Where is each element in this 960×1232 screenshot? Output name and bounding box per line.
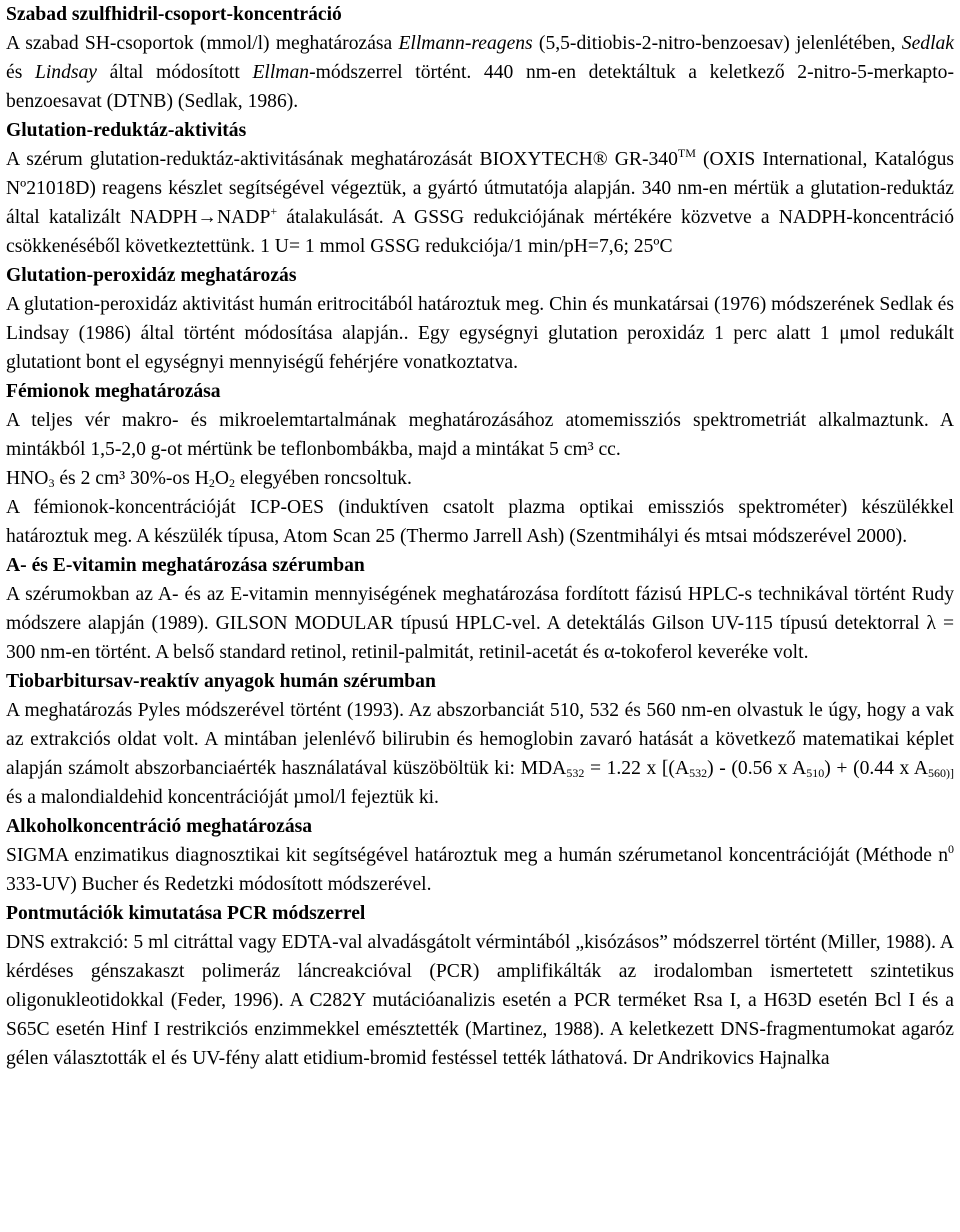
section-heading: Szabad szulfhidril-csoport-koncentráció [6,4,342,25]
section-heading: Tiobarbitursav-reaktív anyagok humán szérumban [6,671,436,692]
section-glutathione-peroxidase [6,261,954,377]
section-metal-ions [6,377,954,551]
paragraph: A teljes vér makro- és mikroelemtartalmának meghatározásához atomemissziós spektrometriát alkalmaztunk. A mintákból 1,5-2,0 g-ot mértünk be teflonbombákba, majd a mintákat 5 cm³ cc. [6,410,954,460]
paragraph: DNS extrakció: 5 ml citráttal vagy EDTA-val alvadásgátolt vérmintából „kisózásos” módszerrel történt (Miller, 1988). A kérdéses génszakaszt polimeráz láncreakcióval (PCR) amplifikálták az irodalomban ismertetett szintetikus oligonukleotidokkal (Feder, 1996). A C282Y mutációanalizis esetén a PCR terméket Rsa I, a H63D esetén Bcl I és a S65C esetén Hinf I restrikciós enzimmekkel emésztették (Martinez, 1988). A keletkezett DNS-fragmentumokat agaróz gélen választották el és UV-fény alatt etidium-bromid festéssel tették láthatová. Dr Andrikovics Hajnalka [6,932,954,1069]
paragraph: A fémionok-koncentrációját ICP-OES (induktíven csatolt plazma optikai emissziós spektrométer) készülékkel határoztuk meg. A készülék típusa, Atom Scan 25 (Thermo Jarrell Ash) (Szentmihályi és mtsai módszerével 2000). [6,497,954,547]
section-heading: Pontmutációk kimutatása PCR módszerrel [6,903,366,924]
section-heading: A- és E-vitamin meghatározása szérumban [6,555,365,576]
section-vitamin-a-e [6,551,954,667]
paragraph: SIGMA enzimatikus diagnosztikai kit segítségével határoztuk meg a humán szérumetanol koncentrációját (Méthode $n^0$ 333-UV) Bucher és Redetzki módosított módszerével. [6,842,954,895]
section-pcr [6,899,954,1073]
paragraph: A szérum glutation-reduktáz-aktivitásának meghatározását BIOXYTECH® GR-340™ (OXIS International, Katalógus Nº21018D) reagens készlet segítségével végeztük, a gyártó útmutatója alapján. 340 nm-en mértük a glutation-reduktáz által katalizált NADPH→NADP+ átalakulását. A GSSG redukciójának mértékére közvetve a NADPH-koncentráció csökkenéséből következtettünk. 1 U= 1 mmol GSSG redukciója/1 min/pH=7,6; 25ºC [6,146,954,257]
paragraph: A szabad SH-csoportok (mmol/l) meghatározása Ellmann-reagens (5,5-ditiobis-2-nitro-benzoesav) jelenlétében, Sedlak és Lindsay által módosított Ellman-módszerrel történt. 440 nm-en detektáltuk a keletkező 2-nitro-5-merkapto-benzoesavat (DTNB) (Sedlak, 1986). [6,33,955,112]
section-glutathione-reductase [6,116,954,261]
paragraph: A meghatározás Pyles módszerével történt (1993). Az abszorbanciát 510, 532 és 560 nm-en olvastuk le úgy, hogy a vak az extrakciós oldat volt. A mintában jelenlévő bilirubin és hemoglobin zavaró hatását a következő matematikai képlet alapján számolt abszorbanciaérték használatával küszöböltük ki: $MDA_{532} = 1.22$ x [$(A_{532}) - (0.56$ x $A_{510}) + (0.44$ x $A_{560)]}$ és a malondialdehid koncentrációját µmol/l fejeztük ki. [6,700,954,808]
section-heading: Glutation-peroxidáz meghatározás [6,265,297,286]
section-heading: Fémionok meghatározása [6,381,221,402]
section-tbars [6,667,954,812]
section-heading: Alkoholkoncentráció meghatározása [6,816,313,837]
section-heading: Glutation-reduktáz-aktivitás [6,120,247,141]
paragraph: $HNO_3$ és 2 cm³ 30%-os $H_2O_2$ elegyében roncsoltuk. [6,468,412,490]
paragraph: A glutation-peroxidáz aktivitást humán eritrocitából határoztuk meg. Chin és munkatársai (1976) módszerének Sedlak és Lindsay (1986) által történt módosítása alapján.. Egy egységnyi glutation peroxidáz 1 perc alatt 1 μmol redukált glutationt bont el egységnyi mennyiségű fehérjére vonatkoztatva. [6,294,954,373]
section-alcohol [6,812,954,899]
section-free-sulfhydryl [6,0,954,116]
paragraph: A szérumokban az A- és az E-vitamin mennyiségének meghatározása fordított fázisú HPLC-s technikával történt Rudy módszere alapján (1989). GILSON MODULAR típusú HPLC-vel. A detektálás Gilson UV-115 típusú detektorral λ = 300 nm-en történt. A belső standard retinol, retinil-palmitát, retinil-acetát és α-tokoferol keveréke volt. [6,584,954,663]
